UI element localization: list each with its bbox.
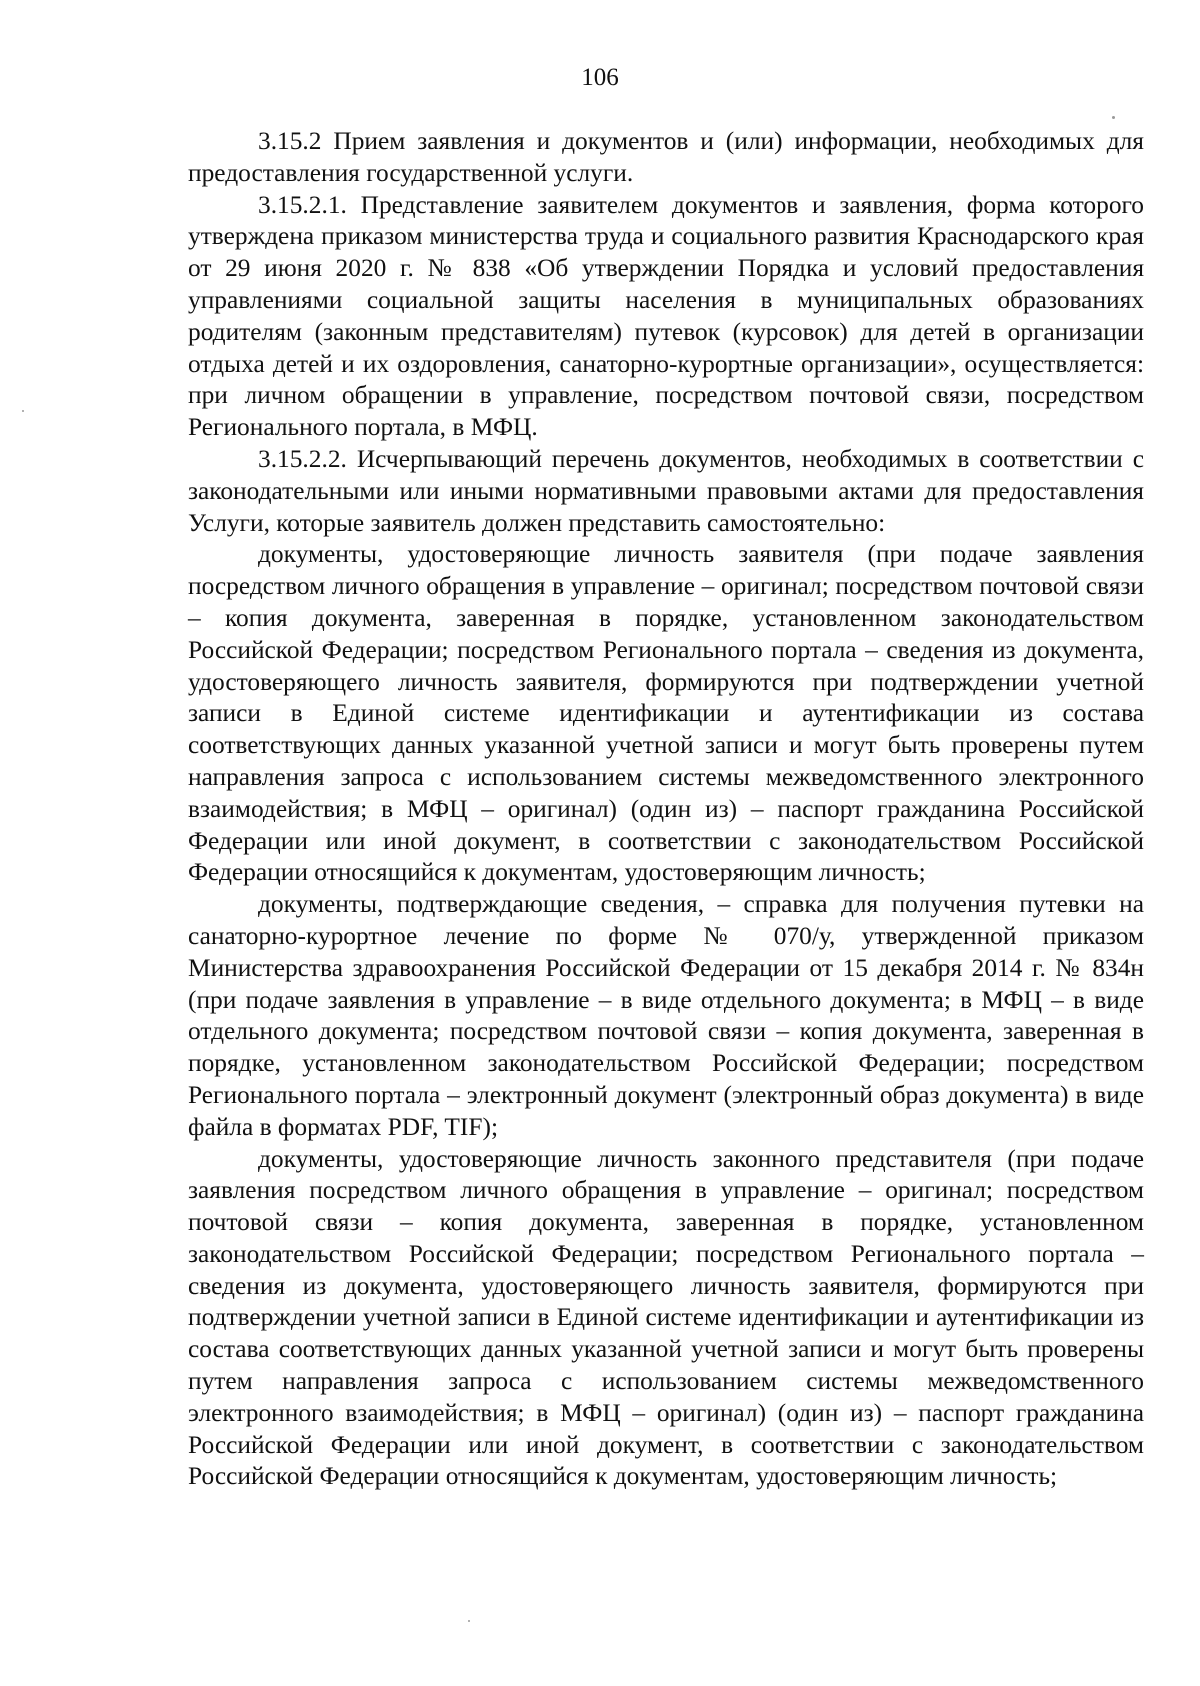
paragraph-applicant-identity-documents: документы, удостоверяющие личность заявителя (при подаче заявления посредством личного обращения в управление – оригинал; посредством почтовой связи – копия документа, заверенная в порядке, установленном законодательством Российской Федерации; посредством Регионального портала – сведения из документа, удостоверяющего личность заявителя, формируются при подтверждении учетной записи в Единой системе идентификации и аутентификации из состава соответствующих данных указанной учетной записи и могут быть проверены путем направления запроса с использованием системы межведомственного электронного взаимодействия; в МФЦ – оригинал) (один из) – паспорт гражданина Российской Федерации или иной документ, в соответствии с законодательством Российской Федерации относящийся к документам, удостоверяющим личность; [188, 540, 1144, 887]
document-body [188, 126, 1144, 1493]
scan-speck [1112, 116, 1115, 119]
paragraph-confirming-documents: документы, подтверждающие сведения, – справка для получения путевки на санаторно-курортное лечение по форме № 070/у, утвержденной приказом Министерства здравоохранения Российской Федерации от 15 декабря 2014 г. № 834н (при подаче заявления в управление – в виде отдельного документа; в МФЦ – в виде отдельного документа; посредством почтовой связи – копия документа, заверенная в порядке, установленном законодательством Российской Федерации; посредством Регионального портала – электронный документ (электронный образ документа) в виде файла в форматах PDF, TIF); [188, 890, 1144, 1141]
paragraph-3-15-2-1: 3.15.2.1. Представление заявителем документов и заявления, форма которого утверждена приказом министерства труда и социального развития Краснодарского края от 29 июня 2020 г. № 838 «Об утверждении Порядка и условий предоставления управлениями социальной защиты населения в муниципальных образованиях родителям (законным представителям) путевок (курсовок) для детей в организации отдыха детей и их оздоровления, санаторно-курортные организации», осуществляется: при личном обращении в управление, посредством почтовой связи, посредством Регионального портала, в МФЦ. [188, 190, 1144, 442]
scan-speck [468, 1620, 470, 1622]
paragraph-representative-identity-documents: документы, удостоверяющие личность законного представителя (при подаче заявления посредством личного обращения в управление – оригинал; посредством почтовой связи – копия документа, заверенная в порядке, установленном законодательством Российской Федерации; посредством Регионального портала – сведения из документа, удостоверяющего личность заявителя, формируются при подтверждении учетной записи в Единой системе идентификации и аутентификации из состава соответствующих данных указанной учетной записи и могут быть проверены путем направления запроса с использованием системы межведомственного электронного взаимодействия; в МФЦ – оригинал) (один из) – паспорт гражданина Российской Федерации или иной документ, в соответствии с законодательством Российской Федерации относящийся к документам, удостоверяющим личность; [188, 1144, 1144, 1491]
scan-speck [22, 410, 24, 412]
paragraph-3-15-2-2: 3.15.2.2. Исчерпывающий перечень документов, необходимых в соответствии с законодательными или иными нормативными правовыми актами для предоставления Услуги, которые заявитель должен представить самостоятельно: [188, 444, 1144, 537]
paragraph-3-15-2: 3.15.2 Прием заявления и документов и (или) информации, необходимых для предоставления государственной услуги. [188, 127, 1144, 187]
page-number: 106 [581, 64, 619, 91]
